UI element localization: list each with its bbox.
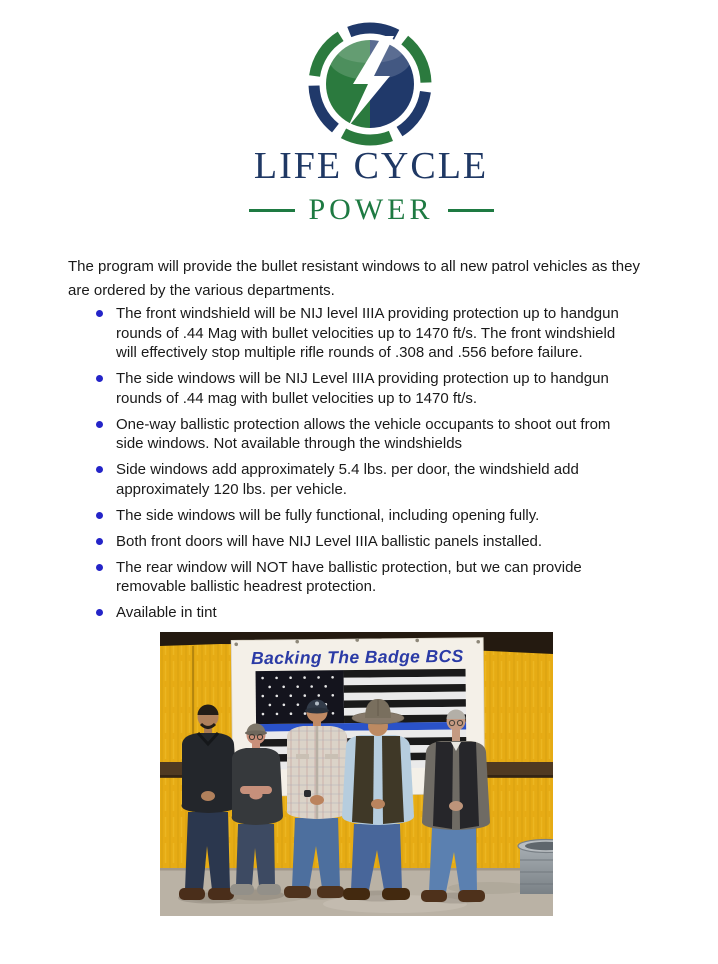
bullet-dot <box>96 310 103 317</box>
bullet-dot <box>96 609 103 616</box>
dash-right <box>448 209 494 212</box>
banner-title: Backing The Badge BCS <box>250 645 464 669</box>
brand-subtitle <box>12 194 718 226</box>
list-item: The side windows will be fully functional, including opening fully. <box>96 506 633 526</box>
stock-tank <box>518 840 553 895</box>
bullet-dot <box>96 466 103 473</box>
list-item: Available in tint <box>96 603 633 623</box>
list-item: One-way ballistic protection allows the vehicle occupants to shoot out from side windows. Not available through the windshields <box>96 415 633 454</box>
dash-left <box>249 209 295 212</box>
lifecycle-power-logo-icon <box>296 22 444 150</box>
bullet-dot <box>96 375 103 382</box>
list-item: Side windows add approximately 5.4 lbs. per door, the windshield add approximately 120 lbs. per vehicle. <box>96 460 633 499</box>
bullet-list <box>96 304 633 629</box>
company-logo <box>12 0 718 235</box>
list-item: The front windshield will be NIJ level IIIA providing protection up to handgun rounds of .44 Mag with bullet velocities up to 1470 ft/s. The front windshield will effectively stop multiple rifle rounds of .308 and .556 before failure. <box>96 304 633 363</box>
bullet-dot <box>96 512 103 519</box>
list-item: Both front doors will have NIJ Level IIIA ballistic panels installed. <box>96 532 633 552</box>
group-photo <box>160 632 553 916</box>
bullet-dot <box>96 421 103 428</box>
list-item: The side windows will be NIJ Level IIIA providing protection up to handgun rounds of .44 mag with bullet velocities up to 1470 ft/s. <box>96 369 633 408</box>
intro-paragraph: The program will provide the bullet resistant windows to all new patrol vehicles as they are ordered by the various departments. <box>68 258 640 299</box>
brand-subtitle-text: POWER <box>308 193 434 226</box>
bullet-dot <box>96 564 103 571</box>
list-item: The rear window will NOT have ballistic protection, but we can provide removable ballistic headrest protection. <box>96 558 633 597</box>
bullet-dot <box>96 538 103 545</box>
brand-name: LIFE CYCLE <box>253 145 489 187</box>
